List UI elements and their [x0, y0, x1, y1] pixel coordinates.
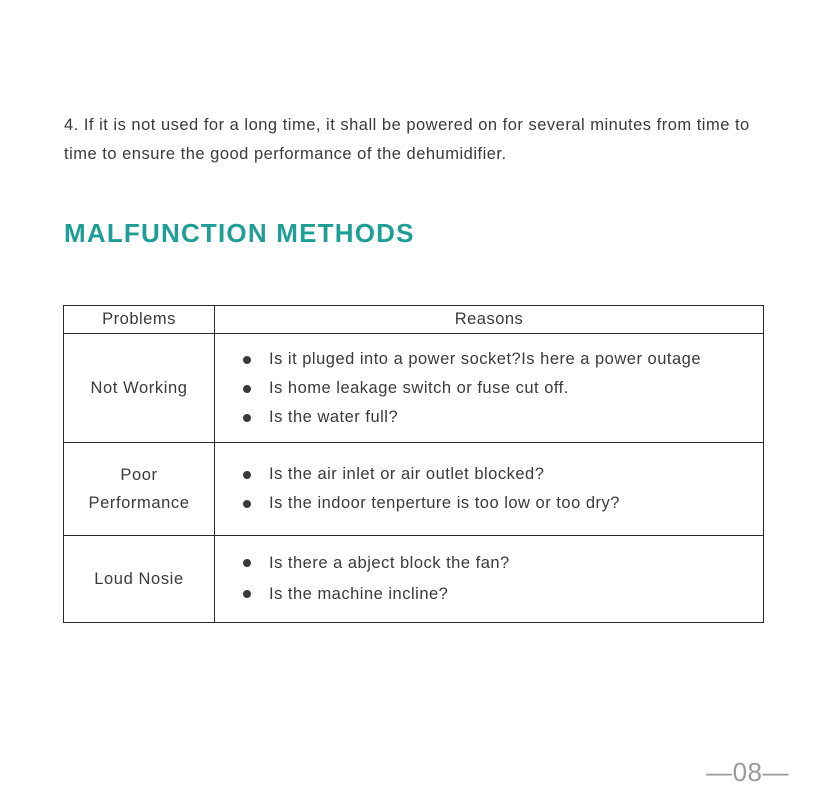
reason-text: Is the indoor tenperture is too low or too dry? — [269, 494, 620, 512]
reasons-column-header: Reasons — [215, 306, 764, 334]
table-row-poor-performance — [64, 443, 764, 536]
section-heading: MALFUNCTION METHODS — [64, 218, 415, 248]
table-header-row — [64, 306, 764, 334]
malfunction-table — [63, 305, 764, 623]
reasons-cell — [215, 443, 764, 536]
problem-line: Performance — [88, 494, 190, 512]
intro-paragraph: 4. If it is not used for a long time, it shall be powered on for several minutes from time to time to ensure the good performance of the dehumidifier. — [64, 115, 750, 163]
reasons-list — [215, 345, 763, 432]
problems-column-header: Problems — [64, 306, 215, 334]
reason-text: Is home leakage switch or fuse cut off. — [269, 378, 569, 397]
bullet-icon — [243, 414, 251, 422]
reasons-list — [215, 548, 763, 610]
problem-cell — [64, 443, 215, 536]
bullet-icon — [243, 356, 251, 364]
reason-item — [243, 579, 763, 610]
reason-item — [243, 489, 763, 518]
bullet-icon — [243, 471, 251, 479]
reason-text: Is the water full? — [269, 407, 399, 426]
table-row-not-working — [64, 334, 764, 443]
table-row-loud-noise — [64, 536, 764, 623]
bullet-icon — [243, 590, 251, 598]
reason-text: Is the machine incline? — [269, 585, 449, 603]
bullet-icon — [243, 559, 251, 567]
reason-item — [243, 345, 763, 374]
reasons-cell — [215, 536, 764, 623]
reason-item — [243, 403, 763, 432]
reason-text: Is the air inlet or air outlet blocked? — [269, 465, 545, 483]
problem-cell: Not Working — [64, 334, 215, 443]
reason-item — [243, 548, 763, 579]
reasons-list — [215, 460, 763, 518]
page-number: —08— — [706, 757, 789, 787]
problem-line: Poor — [120, 466, 158, 484]
bullet-icon — [243, 500, 251, 508]
reason-text: Is it pluged into a power socket?Is here a power outage — [269, 349, 701, 368]
reasons-cell — [215, 334, 764, 443]
bullet-icon — [243, 385, 251, 393]
problem-cell: Loud Nosie — [64, 536, 215, 623]
reason-text: Is there a abject block the fan? — [269, 554, 510, 572]
reason-item — [243, 374, 763, 403]
reason-item — [243, 460, 763, 489]
